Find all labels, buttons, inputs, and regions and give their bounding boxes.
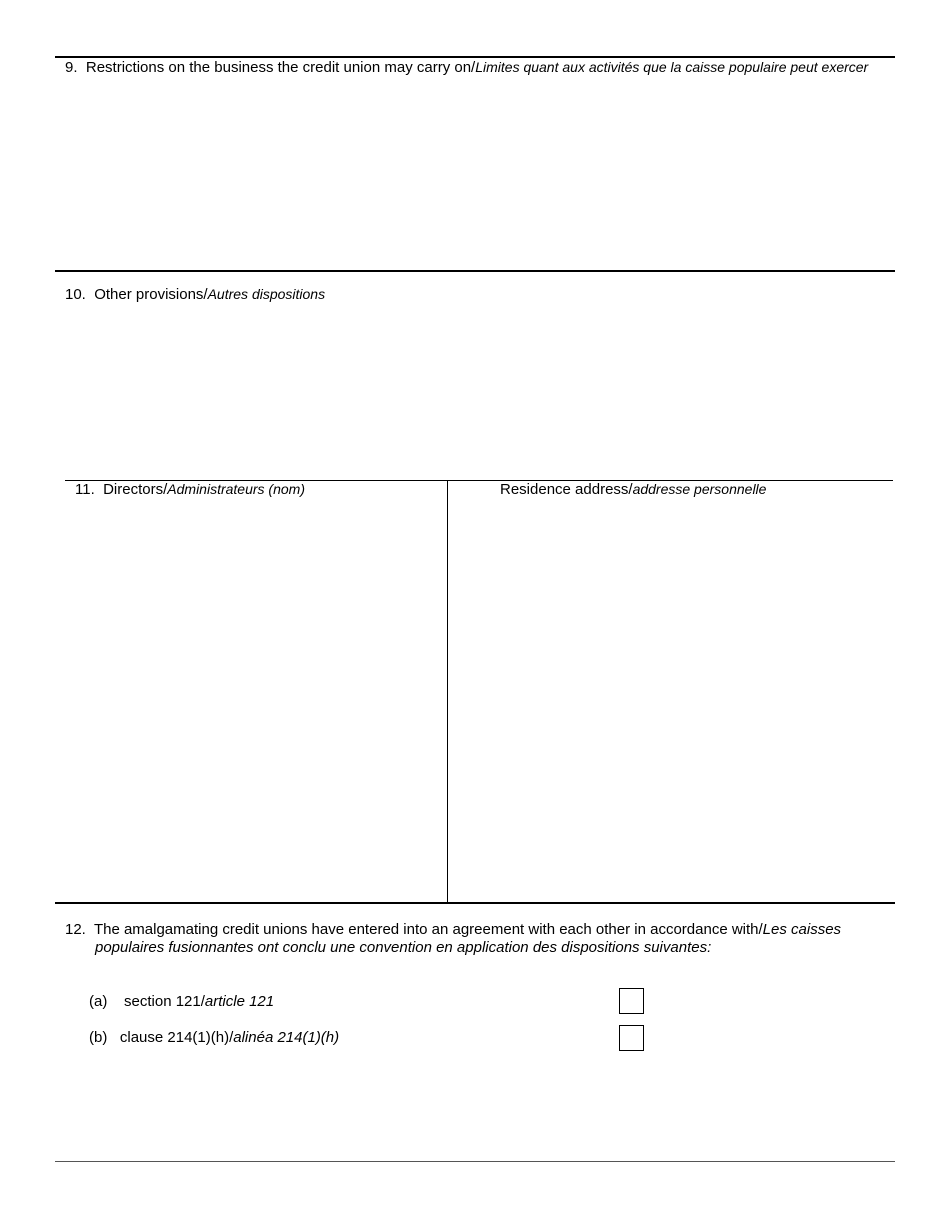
- section-11-bottom-rule: [55, 902, 895, 904]
- option-b-marker: (b): [89, 1029, 108, 1046]
- section-11-address-heading: [500, 480, 766, 499]
- section-12-heading-line-1: [65, 921, 841, 939]
- section-10-top-rule: [55, 270, 895, 272]
- section-9-heading: [65, 58, 868, 77]
- option-a-label-en: section 121/: [124, 993, 205, 1010]
- option-a-label-fr: article 121: [204, 993, 275, 1010]
- section-9-label-en: Restrictions on the business the credit union may carry on/: [85, 59, 476, 76]
- section-12-text-en: The amalgamating credit unions have entered into an agreement with each other in accordance with/: [93, 921, 763, 938]
- option-a-label: [89, 993, 274, 1011]
- option-b-checkbox[interactable]: [619, 1025, 644, 1051]
- section-10-heading: [65, 285, 325, 304]
- directors-label-en: Directors/: [103, 481, 168, 498]
- option-b-label-en: clause 214(1)(h)/: [119, 1029, 234, 1046]
- directors-input-area[interactable]: [55, 502, 445, 900]
- section-11-column-divider: [447, 480, 448, 902]
- option-a-checkbox[interactable]: [619, 988, 644, 1014]
- section-10-label-fr: Autres dispositions: [207, 286, 326, 302]
- section-11-directors-heading: [75, 480, 305, 499]
- section-10-input-area[interactable]: [55, 306, 895, 476]
- option-a-marker: (a): [89, 993, 108, 1010]
- page-bottom-rule: [55, 1161, 895, 1162]
- option-b-label: [89, 1029, 339, 1047]
- address-label-en: Residence address/: [500, 481, 633, 498]
- section-9-number: 9.: [65, 59, 78, 76]
- section-12-text-fr-start: Les caisses: [762, 921, 842, 938]
- address-label-fr: addresse personnelle: [632, 481, 767, 497]
- residence-address-input-area[interactable]: [449, 502, 893, 900]
- section-11-number: 11.: [75, 481, 95, 498]
- section-12-heading-line-2: populaires fusionnantes ont conclu une convention en application des dispositions suivantes:: [95, 939, 712, 956]
- section-10-label-en: Other provisions/: [94, 286, 208, 303]
- directors-label-fr: Administrateurs (nom): [167, 481, 305, 497]
- section-9-input-area[interactable]: [55, 80, 895, 268]
- section-9-label-fr: Limites quant aux activités que la caisse populaire peut exercer: [475, 59, 869, 75]
- section-10-number: 10.: [65, 286, 86, 303]
- section-12-number: 12.: [65, 921, 86, 938]
- option-b-label-fr: alinéa 214(1)(h): [233, 1029, 340, 1046]
